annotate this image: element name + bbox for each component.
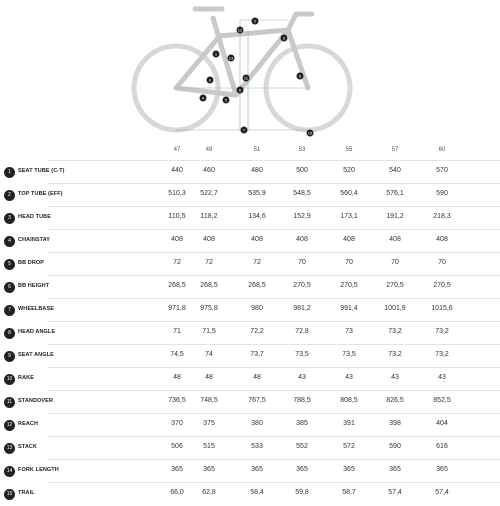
row-label: CHAINSTAY [18,237,51,243]
row-value: 268,5 [248,282,266,289]
row-value: 616 [436,443,448,450]
geometry-row [6,436,500,460]
row-value: 522,7 [200,190,218,197]
row-value: 365 [251,466,263,473]
row-number-badge: 13 [4,443,15,454]
row-value: 380 [251,420,263,427]
row-value: 58,7 [342,489,356,496]
row-number-badge: 5 [4,259,15,270]
row-label: TOP TUBE (EFF) [18,191,63,197]
row-value: 270,5 [386,282,404,289]
geometry-row [8,206,500,230]
row-value: 191,2 [386,213,404,220]
row-value: 548,5 [293,190,311,197]
row-value: 57,4 [388,489,402,496]
row-value: 48 [253,374,261,381]
geometry-row [6,459,500,483]
row-value: 788,5 [293,397,311,404]
row-value: 500 [296,167,308,174]
row-value: 385 [296,420,308,427]
row-value: 408 [436,236,448,243]
row-value: 268,5 [200,282,218,289]
row-value: 58,4 [250,489,264,496]
row-value: 365 [296,466,308,473]
row-value: 73,7 [250,351,264,358]
marker-7: 7 [242,127,246,133]
row-value: 134,6 [248,213,266,220]
row-value: 268,5 [168,282,186,289]
row-value: 152,9 [293,213,311,220]
row-value: 540 [389,167,401,174]
row-value: 535,9 [248,190,266,197]
row-label: FORK LENGTH [18,467,59,473]
row-value: 767,5 [248,397,266,404]
row-value: 62,8 [202,489,216,496]
row-value: 370 [171,420,183,427]
marker-12: 12 [237,27,243,33]
row-number-badge: 14 [4,466,15,477]
row-value: 590 [389,443,401,450]
row-value: 971,8 [168,305,186,312]
geometry-row [8,183,500,207]
row-value: 43 [298,374,306,381]
row-value: 72 [253,259,261,266]
row-value: 43 [391,374,399,381]
row-value: 110,5 [168,213,186,220]
row-value: 73 [345,328,353,335]
geometry-row [8,252,500,276]
size-header: 51 [253,147,261,153]
row-value: 1015,6 [431,305,453,312]
row-value: 552 [296,443,308,450]
geometry-row [8,321,500,345]
row-value: 408 [343,236,355,243]
row-label: BB HEIGHT [18,283,50,289]
row-value: 975,8 [200,305,218,312]
row-value: 73,2 [435,328,449,335]
geometry-row [8,160,500,184]
row-value: 590 [436,190,448,197]
geometry-row [8,229,500,253]
row-value: 408 [389,236,401,243]
size-header: 53 [298,147,306,153]
row-value: 365 [343,466,355,473]
row-value: 270,5 [340,282,358,289]
row-value: 72 [173,259,181,266]
row-number-badge: 7 [4,305,15,316]
row-label: HEAD ANGLE [18,329,56,335]
row-value: 533 [251,443,263,450]
marker-1: 1 [214,51,218,57]
row-value: 72 [205,259,213,266]
row-value: 74 [205,351,213,358]
geometry-row [8,298,500,322]
row-value: 991,4 [340,305,358,312]
row-value: 408 [251,236,263,243]
row-value: 71,5 [202,328,216,335]
marker-2: 2 [253,18,257,24]
row-value: 408 [203,236,215,243]
bike-geometry-diagram [0,0,500,145]
marker-4: 4 [201,95,205,101]
row-value: 391 [343,420,355,427]
row-value: 71 [173,328,181,335]
size-header: 60 [438,147,446,153]
row-label: HEAD TUBE [18,214,51,220]
row-value: 576,1 [386,190,404,197]
row-value: 72,2 [250,328,264,335]
row-value: 375 [203,420,215,427]
marker-11: 11 [243,75,249,81]
row-value: 270,5 [433,282,451,289]
row-label: SEAT TUBE (C-T) [18,168,65,174]
row-value: 57,4 [435,489,449,496]
row-label: STACK [18,444,38,450]
row-value: 73,2 [388,328,402,335]
row-value: 980 [251,305,263,312]
row-value: 480 [251,167,263,174]
row-value: 270,5 [293,282,311,289]
row-number-badge: 12 [4,420,15,431]
row-value: 736,5 [168,397,186,404]
size-header: 57 [391,147,399,153]
row-label: SEAT ANGLE [18,352,54,358]
row-value: 70 [298,259,306,266]
row-value: 826,5 [386,397,404,404]
geometry-row [8,344,500,368]
row-value: 460 [203,167,215,174]
size-header: 55 [345,147,353,153]
row-value: 520 [343,167,355,174]
row-value: 408 [296,236,308,243]
row-value: 173,1 [340,213,358,220]
row-label: WHEELBASE [18,306,55,312]
geometry-row [8,275,500,299]
geometry-row [6,482,500,506]
row-value: 70 [345,259,353,266]
geometry-row [6,413,500,437]
row-number-badge: 9 [4,351,15,362]
row-value: 70 [438,259,446,266]
row-value: 48 [173,374,181,381]
row-value: 510,3 [168,190,186,197]
row-label: RAKE [18,375,34,381]
row-value: 570 [436,167,448,174]
row-value: 852,5 [433,397,451,404]
row-value: 440 [171,167,183,174]
row-label: BB DROP [18,260,45,266]
row-number-badge: 10 [4,374,15,385]
row-value: 404 [436,420,448,427]
row-label: TRAIL [18,490,35,496]
row-value: 1001,9 [384,305,406,312]
row-value: 66,0 [170,489,184,496]
geometry-row [6,367,500,391]
row-number-badge: 15 [4,489,15,500]
row-value: 73,5 [342,351,356,358]
row-number-badge: 6 [4,282,15,293]
row-label: STANDOVER [18,398,54,404]
row-value: 43 [438,374,446,381]
marker-5: 5 [224,97,228,103]
row-value: 515 [203,443,215,450]
row-value: 73,5 [295,351,309,358]
row-value: 59,8 [295,489,309,496]
row-value: 72,8 [295,328,309,335]
row-value: 365 [203,466,215,473]
row-value: 74,5 [170,351,184,358]
row-label: REACH [18,421,39,427]
marker-13: 13 [228,55,234,61]
row-number-badge: 1 [4,167,15,178]
row-value: 73,2 [435,351,449,358]
marker-3: 3 [282,35,286,41]
size-header: 47 [173,147,181,153]
row-number-badge: 8 [4,328,15,339]
marker-9: 9 [208,77,212,83]
row-value: 748,5 [200,397,218,404]
size-header-row [0,145,500,159]
row-value: 981,2 [293,305,311,312]
row-number-badge: 4 [4,236,15,247]
geometry-row [6,390,500,414]
size-header: 49 [205,147,213,153]
row-value: 506 [171,443,183,450]
marker-6: 6 [238,87,242,93]
row-value: 73,2 [388,351,402,358]
marker-15: 15 [307,130,313,136]
row-number-badge: 2 [4,190,15,201]
row-value: 43 [345,374,353,381]
row-value: 365 [436,466,448,473]
row-value: 408 [171,236,183,243]
marker-8: 8 [298,73,302,79]
row-value: 118,2 [200,213,218,220]
row-value: 365 [389,466,401,473]
row-value: 70 [391,259,399,266]
row-number-badge: 11 [4,397,15,408]
row-value: 398 [389,420,401,427]
row-value: 572 [343,443,355,450]
row-value: 365 [171,466,183,473]
row-value: 48 [205,374,213,381]
row-number-badge: 3 [4,213,15,224]
row-value: 808,5 [340,397,358,404]
row-value: 218,3 [433,213,451,220]
row-value: 560,4 [340,190,358,197]
